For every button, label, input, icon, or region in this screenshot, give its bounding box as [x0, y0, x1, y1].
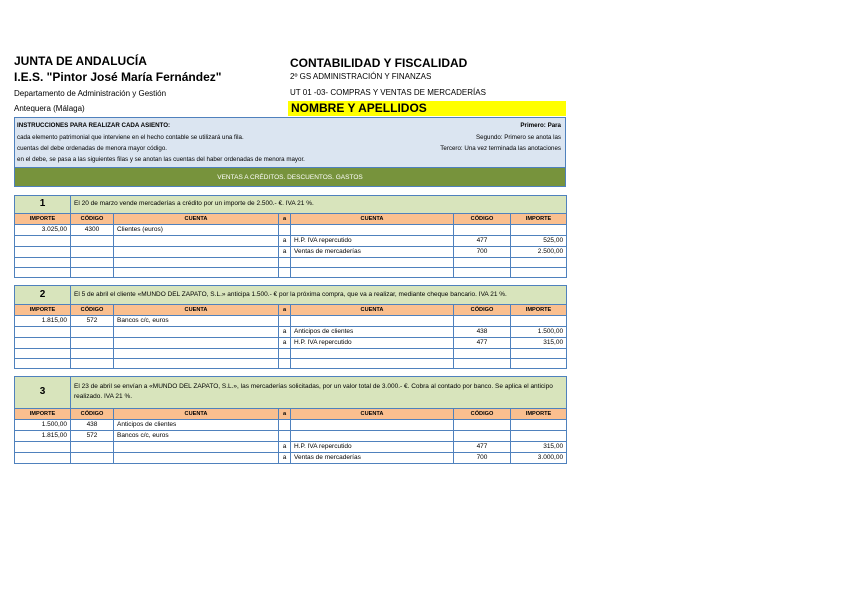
cell-to-marker[interactable]: a	[279, 337, 291, 348]
cell-debit-code[interactable]	[71, 267, 114, 277]
cell-to-marker[interactable]: a	[279, 246, 291, 257]
cell-credit-account[interactable]: H.P. IVA repercutido	[291, 235, 454, 246]
header-to-marker: a	[279, 213, 291, 224]
header-debit-amount: IMPORTE	[15, 213, 71, 224]
cell-credit-account[interactable]	[291, 419, 454, 430]
header-debit-code: CÓDIGO	[71, 408, 114, 419]
worksheet	[14, 117, 566, 464]
cell-credit-account[interactable]	[291, 224, 454, 235]
cell-to-marker[interactable]	[279, 430, 291, 441]
cell-debit-code[interactable]	[71, 441, 114, 452]
journal-row	[15, 337, 567, 348]
header-credit-account: CUENTA	[291, 213, 454, 224]
entry-statement-row	[15, 195, 567, 213]
cell-debit-amount[interactable]: 1.815,00	[15, 430, 71, 441]
cell-credit-code[interactable]	[454, 419, 511, 430]
instructions-title: INSTRUCCIONES PARA REALIZAR CADA ASIENTO:	[17, 122, 171, 129]
cell-debit-amount[interactable]: 1.815,00	[15, 315, 71, 326]
cell-credit-amount[interactable]: 315,00	[511, 337, 567, 348]
cell-credit-amount[interactable]	[511, 224, 567, 235]
journal-row	[15, 267, 567, 277]
header-debit-amount: IMPORTE	[15, 408, 71, 419]
spacer-cell	[15, 187, 567, 195]
cell-debit-amount[interactable]	[15, 235, 71, 246]
spacer-row	[15, 277, 567, 285]
cell-debit-code[interactable]	[71, 257, 114, 267]
cell-credit-code[interactable]	[454, 257, 511, 267]
cell-credit-account[interactable]: Ventas de mercaderías	[291, 246, 454, 257]
cell-debit-amount[interactable]	[15, 246, 71, 257]
journal-row	[15, 246, 567, 257]
header-to-marker: a	[279, 304, 291, 315]
header-credit-amount: IMPORTE	[511, 213, 567, 224]
header-credit-code: CÓDIGO	[454, 213, 511, 224]
column-header-row	[15, 304, 567, 315]
cell-credit-code[interactable]: 477	[454, 337, 511, 348]
cell-debit-code[interactable]	[71, 452, 114, 463]
header-debit-account: CUENTA	[114, 304, 279, 315]
cell-credit-code[interactable]	[454, 315, 511, 326]
cell-debit-account[interactable]	[114, 246, 279, 257]
instructions-right-2: Segundo: Primero se anota las	[476, 134, 561, 141]
cell-credit-account[interactable]	[291, 358, 454, 368]
entry-statement-row	[15, 376, 567, 408]
entry-number: 3	[15, 376, 71, 408]
cell-to-marker[interactable]: a	[279, 235, 291, 246]
cell-credit-amount[interactable]: 3.000,00	[511, 452, 567, 463]
department-name: Departamento de Administración y Gestión	[14, 89, 167, 98]
header-credit-account: CUENTA	[291, 304, 454, 315]
cell-credit-code[interactable]	[454, 348, 511, 358]
cell-debit-amount[interactable]	[15, 441, 71, 452]
cell-debit-amount[interactable]	[15, 257, 71, 267]
instructions-box	[14, 117, 566, 168]
header-to-marker: a	[279, 408, 291, 419]
journal-table	[14, 187, 567, 464]
cell-debit-code[interactable]	[71, 246, 114, 257]
cell-credit-code[interactable]	[454, 224, 511, 235]
header-debit-code: CÓDIGO	[71, 213, 114, 224]
cell-credit-amount[interactable]	[511, 358, 567, 368]
cell-debit-account[interactable]	[114, 235, 279, 246]
entry-statement: El 5 de abril el cliente «MUNDO DEL ZAPATO, S.L.» anticipa 1.500.- € por la próxima compra, que va a realizar, mediante cheque bancario. IVA 21 %.	[71, 285, 567, 304]
instructions-line-1: cada elemento patrimonial que interviene en el hecho contable se utilizará una fila.	[17, 134, 244, 141]
entry-number: 2	[15, 285, 71, 304]
city-name: Antequera (Málaga)	[14, 104, 85, 113]
course-name: 2º GS ADMINISTRACIÓN Y FINANZAS	[290, 72, 432, 81]
cell-credit-code[interactable]: 700	[454, 452, 511, 463]
school-name: I.E.S. "Pintor José María Fernández"	[14, 70, 222, 84]
cell-credit-code[interactable]: 477	[454, 235, 511, 246]
instructions-right-1: Primero: Para	[520, 122, 561, 129]
cell-credit-account[interactable]	[291, 267, 454, 277]
journal-row	[15, 348, 567, 358]
cell-debit-account[interactable]	[114, 326, 279, 337]
section-title: VENTAS A CRÉDITOS. DESCUENTOS. GASTOS	[14, 168, 566, 187]
cell-debit-account[interactable]: Anticipos de clientes	[114, 419, 279, 430]
cell-debit-account[interactable]: Bancos c/c, euros	[114, 430, 279, 441]
cell-credit-account[interactable]	[291, 315, 454, 326]
cell-credit-amount[interactable]: 1.500,00	[511, 326, 567, 337]
cell-debit-code[interactable]: 572	[71, 315, 114, 326]
journal-row	[15, 326, 567, 337]
cell-credit-account[interactable]: H.P. IVA repercutido	[291, 441, 454, 452]
unit-name: UT 01 -03- COMPRAS Y VENTAS DE MERCADERÍAS	[290, 88, 486, 97]
cell-debit-code[interactable]: 438	[71, 419, 114, 430]
cell-debit-account[interactable]: Bancos c/c, euros	[114, 315, 279, 326]
cell-debit-amount[interactable]	[15, 452, 71, 463]
cell-credit-amount[interactable]	[511, 430, 567, 441]
column-header-row	[15, 408, 567, 419]
cell-to-marker[interactable]	[279, 267, 291, 277]
journal-row	[15, 257, 567, 267]
cell-credit-amount[interactable]: 525,00	[511, 235, 567, 246]
entry-statement: El 23 de abril se envían a «MUNDO DEL ZAPATO, S.L.», las mercaderías solicitadas, por un valor total de 3.000.- €. Cobra al contado por banco. Se aplica el anticipo realizado. IVA 21 %.	[71, 376, 567, 408]
journal-row	[15, 419, 567, 430]
cell-credit-amount[interactable]: 2.500,00	[511, 246, 567, 257]
header-debit-account: CUENTA	[114, 213, 279, 224]
cell-debit-code[interactable]	[71, 348, 114, 358]
cell-credit-account[interactable]	[291, 430, 454, 441]
cell-debit-account[interactable]	[114, 348, 279, 358]
cell-debit-account[interactable]	[114, 452, 279, 463]
header-debit-code: CÓDIGO	[71, 304, 114, 315]
cell-to-marker[interactable]	[279, 358, 291, 368]
spacer-cell	[15, 368, 567, 376]
journal-row	[15, 430, 567, 441]
column-header-row	[15, 213, 567, 224]
cell-to-marker[interactable]: a	[279, 441, 291, 452]
cell-debit-account[interactable]	[114, 267, 279, 277]
entry-statement: El 20 de marzo vende mercaderías a crédito por un importe de 2.500.- €. IVA 21 %.	[71, 195, 567, 213]
cell-credit-code[interactable]	[454, 267, 511, 277]
spacer-row	[15, 187, 567, 195]
cell-debit-code[interactable]	[71, 358, 114, 368]
cell-credit-code[interactable]: 438	[454, 326, 511, 337]
spacer-cell	[15, 277, 567, 285]
cell-credit-account[interactable]: Ventas de mercaderías	[291, 452, 454, 463]
cell-to-marker[interactable]: a	[279, 452, 291, 463]
instructions-line-3: en el debe, se pasa a las siguientes filas y se anotan las cuentas del haber ordenadas de menora mayor.	[17, 156, 305, 163]
cell-debit-account[interactable]	[114, 337, 279, 348]
header-credit-code: CÓDIGO	[454, 304, 511, 315]
subject-title: CONTABILIDAD Y FISCALIDAD	[290, 56, 468, 70]
cell-debit-code[interactable]	[71, 326, 114, 337]
cell-debit-amount[interactable]	[15, 348, 71, 358]
cell-debit-amount[interactable]	[15, 358, 71, 368]
cell-to-marker[interactable]: a	[279, 326, 291, 337]
cell-debit-amount[interactable]	[15, 337, 71, 348]
instructions-line-2: cuentas del debe ordenadas de menora mayor código.	[17, 145, 167, 152]
org-title: JUNTA DE ANDALUCÍA	[14, 54, 147, 68]
cell-debit-account[interactable]	[114, 257, 279, 267]
header-credit-account: CUENTA	[291, 408, 454, 419]
journal-row	[15, 315, 567, 326]
student-name-field[interactable]: NOMBRE Y APELLIDOS	[288, 101, 566, 116]
cell-credit-account[interactable]: Anticipos de clientes	[291, 326, 454, 337]
cell-credit-amount[interactable]	[511, 315, 567, 326]
spacer-row	[15, 368, 567, 376]
header-debit-account: CUENTA	[114, 408, 279, 419]
journal-row	[15, 224, 567, 235]
header-credit-amount: IMPORTE	[511, 408, 567, 419]
cell-to-marker[interactable]	[279, 257, 291, 267]
cell-to-marker[interactable]	[279, 419, 291, 430]
cell-debit-code[interactable]	[71, 337, 114, 348]
cell-credit-account[interactable]	[291, 348, 454, 358]
cell-credit-code[interactable]	[454, 358, 511, 368]
cell-credit-amount[interactable]	[511, 348, 567, 358]
cell-credit-amount[interactable]	[511, 419, 567, 430]
cell-credit-amount[interactable]	[511, 267, 567, 277]
cell-credit-account[interactable]	[291, 257, 454, 267]
cell-to-marker[interactable]	[279, 348, 291, 358]
entry-number: 1	[15, 195, 71, 213]
journal-row	[15, 235, 567, 246]
cell-debit-amount[interactable]	[15, 326, 71, 337]
header-credit-code: CÓDIGO	[454, 408, 511, 419]
cell-credit-amount[interactable]: 315,00	[511, 441, 567, 452]
cell-credit-code[interactable]: 477	[454, 441, 511, 452]
journal-row	[15, 452, 567, 463]
cell-debit-account[interactable]	[114, 441, 279, 452]
cell-credit-amount[interactable]	[511, 257, 567, 267]
header-credit-amount: IMPORTE	[511, 304, 567, 315]
cell-debit-amount[interactable]: 3.025,00	[15, 224, 71, 235]
entry-statement-row	[15, 285, 567, 304]
cell-to-marker[interactable]	[279, 224, 291, 235]
cell-debit-code[interactable]: 4300	[71, 224, 114, 235]
cell-debit-amount[interactable]: 1.500,00	[15, 419, 71, 430]
cell-debit-amount[interactable]	[15, 267, 71, 277]
cell-credit-code[interactable]	[454, 430, 511, 441]
cell-credit-code[interactable]: 700	[454, 246, 511, 257]
cell-to-marker[interactable]	[279, 315, 291, 326]
cell-debit-account[interactable]	[114, 358, 279, 368]
instructions-right-3: Tercero: Una vez terminada las anotaciones	[440, 145, 561, 152]
cell-debit-code[interactable]	[71, 235, 114, 246]
cell-debit-code[interactable]: 572	[71, 430, 114, 441]
journal-row	[15, 441, 567, 452]
journal-row	[15, 358, 567, 368]
cell-debit-account[interactable]: Clientes (euros)	[114, 224, 279, 235]
cell-credit-account[interactable]: H.P. IVA repercutido	[291, 337, 454, 348]
header-debit-amount: IMPORTE	[15, 304, 71, 315]
